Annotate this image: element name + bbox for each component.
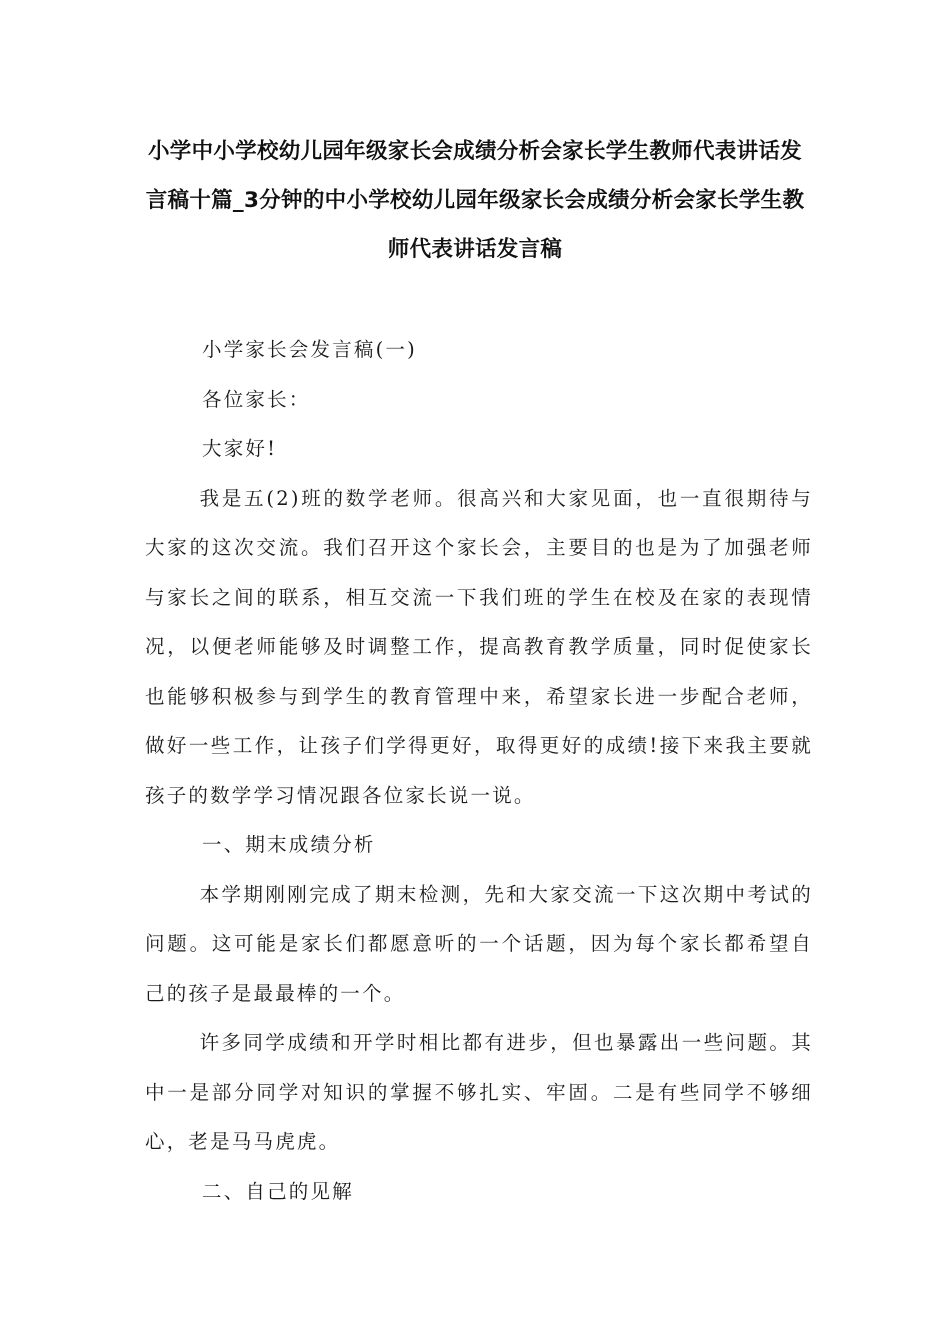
document-title: 小学中小学校幼儿园年级家长会成绩分析会家长学生教师代表讲话发言稿十篇_3分钟的中小学校幼儿园年级家长会成绩分析会家长学生教师代表讲话发言稿 [145, 139, 805, 262]
section-heading-1: 一、期末成绩分析 [202, 833, 376, 856]
paragraph-exam-analysis: 本学期刚刚完成了期末检测，先和大家交流一下这次期中考试的问题。这可能是家长们都愿意听的一个话题，因为每个家长都希望自己的孩子是最最棒的一个。 [145, 882, 813, 1005]
section-heading-2: 二、自己的见解 [202, 1179, 354, 1203]
salutation: 各位家长： [202, 387, 311, 411]
paragraph-problems: 许多同学成绩和开学时相比都有进步，但也暴露出一些问题。其中一是部分同学对知识的掌握不够扎实、牢固。二是有些同学不够细心，老是马马虎虎。 [145, 1031, 813, 1153]
paragraph-intro: 我是五(2)班的数学老师。很高兴和大家见面，也一直很期待与大家的这次交流。我们召开这个家长会，主要目的也是为了加强老师与家长之间的联系，相互交流一下我们班的学生在校及在家的表现情况，以便老师能够及时调整工作，提高教育教学质量，同时促使家长也能够积极参与到学生的教育管理中来，希望家长进一步配合老师，做好一些工作，让孩子们学得更好，取得更好的成绩!接下来我主要就孩子的数学学习情况跟各位家长说一说。 [145, 486, 813, 807]
document-body [145, 325, 813, 1216]
speech-heading: 小学家长会发言稿(一) [202, 338, 417, 361]
greeting: 大家好! [202, 437, 278, 460]
